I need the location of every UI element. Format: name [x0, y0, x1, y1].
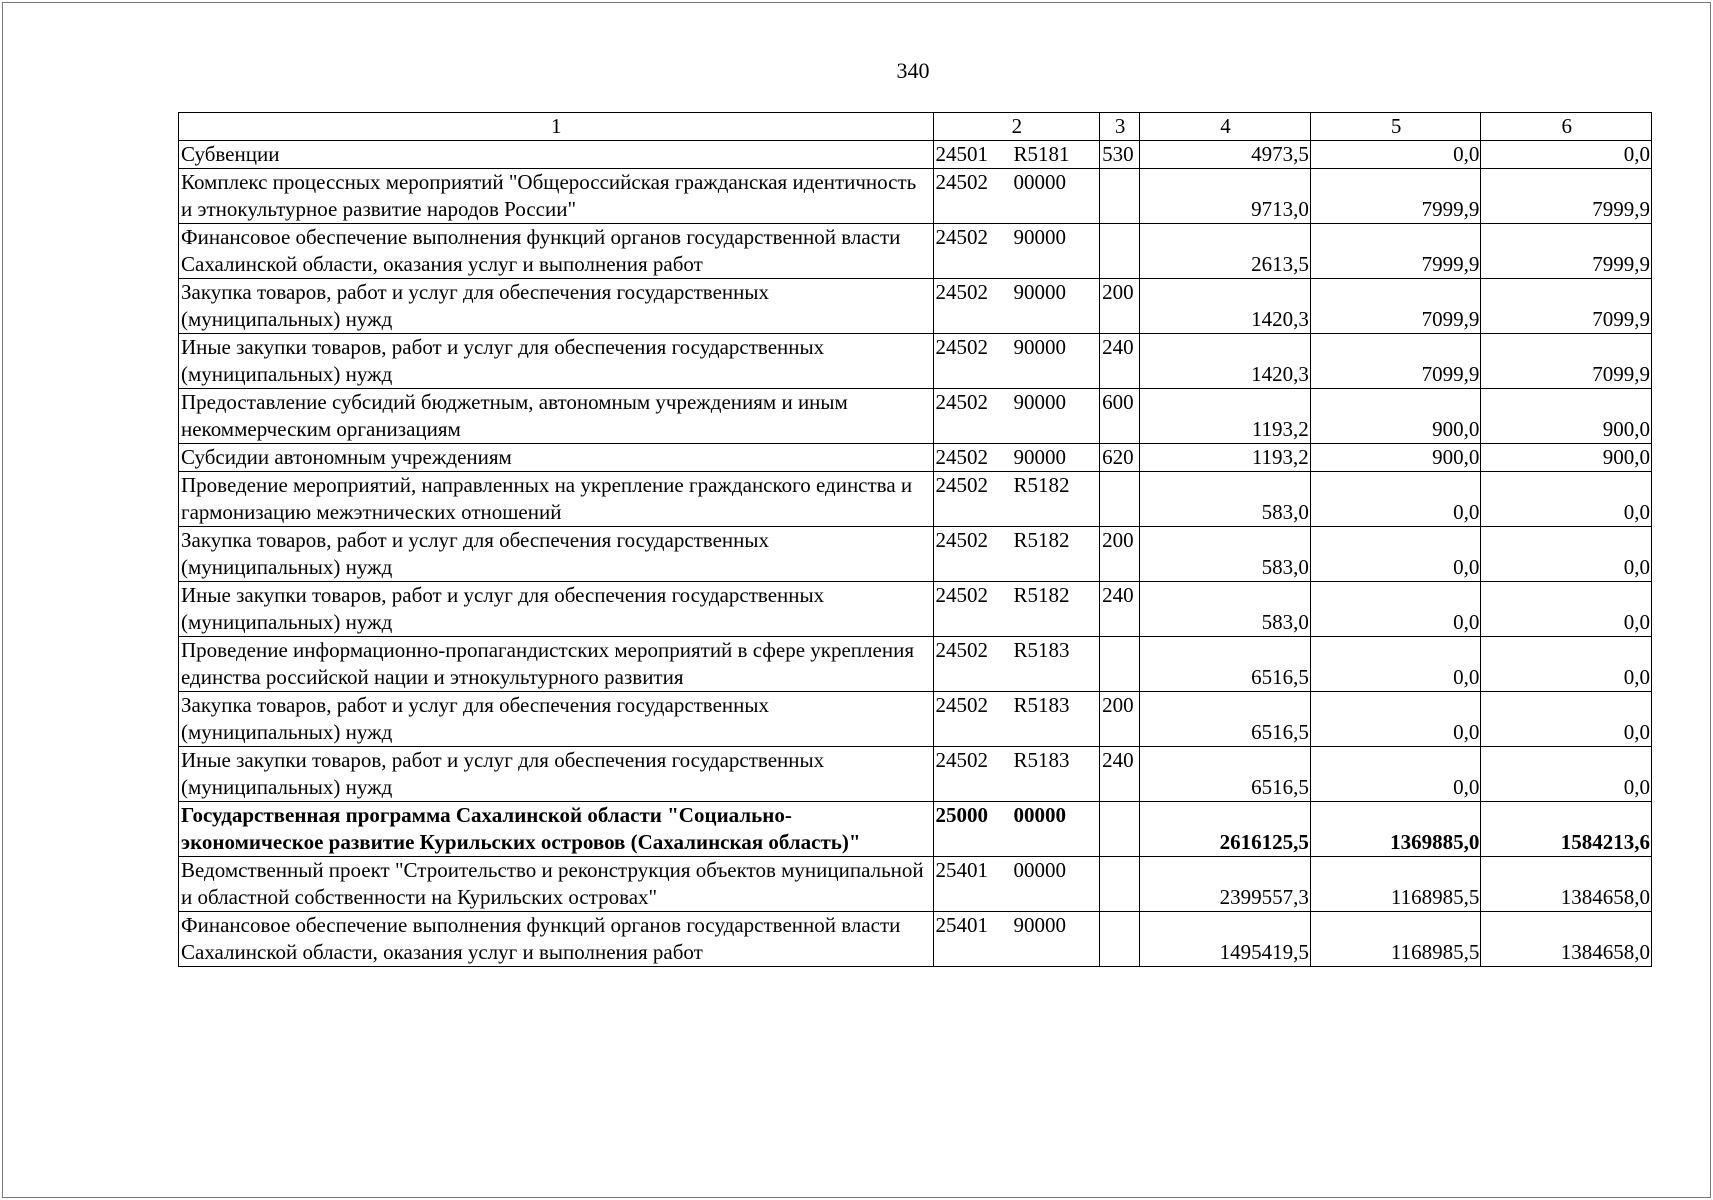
row-expense-type: [1100, 912, 1140, 967]
row-value-col4: 583,0: [1140, 472, 1311, 527]
row-expense-type: [1100, 802, 1140, 857]
row-value-col5: 7099,9: [1310, 279, 1481, 334]
code-direction: 00000: [1013, 803, 1067, 827]
row-value-col6: 7099,9: [1481, 334, 1652, 389]
code-section: 24502: [935, 528, 989, 552]
row-value-col5: 0,0: [1310, 527, 1481, 582]
row-value-col4: 1420,3: [1140, 279, 1311, 334]
code-section: 24502: [935, 170, 989, 194]
row-code: [933, 582, 1100, 637]
table-row: [179, 912, 1652, 967]
row-value-col5: 0,0: [1310, 637, 1481, 692]
row-value-col4: 1420,3: [1140, 334, 1311, 389]
row-code: [933, 857, 1100, 912]
code-section: 24501: [935, 142, 989, 166]
row-value-col4: 1495419,5: [1140, 912, 1311, 967]
code-section: 24502: [935, 748, 989, 772]
row-expense-type: [1100, 472, 1140, 527]
row-expense-type: 240: [1100, 747, 1140, 802]
row-name: Закупка товаров, работ и услуг для обеспечения государственных (муниципальных) нужд: [179, 279, 934, 334]
code-direction: 00000: [1013, 858, 1067, 882]
row-expense-type: 530: [1100, 141, 1140, 169]
row-expense-type: [1100, 224, 1140, 279]
row-code: [933, 472, 1100, 527]
row-expense-type: 600: [1100, 389, 1140, 444]
row-value-col5: 0,0: [1310, 692, 1481, 747]
row-value-col5: 900,0: [1310, 389, 1481, 444]
row-name: Комплекс процессных мероприятий "Общероссийская гражданская идентичность и этнокультурное развитие народов России": [179, 169, 934, 224]
row-code: [933, 141, 1100, 169]
row-name: Иные закупки товаров, работ и услуг для обеспечения государственных (муниципальных) нужд: [179, 582, 934, 637]
code-direction: 90000: [1013, 280, 1067, 304]
row-name: Финансовое обеспечение выполнения функций органов государственной власти Сахалинской области, оказания услуг и выполнения работ: [179, 224, 934, 279]
table-row: [179, 857, 1652, 912]
row-value-col4: 1193,2: [1140, 444, 1311, 472]
row-value-col6: 0,0: [1481, 692, 1652, 747]
row-expense-type: [1100, 169, 1140, 224]
row-value-col4: 583,0: [1140, 582, 1311, 637]
table-row: [179, 389, 1652, 444]
row-value-col4: 6516,5: [1140, 747, 1311, 802]
row-value-col6: 0,0: [1481, 141, 1652, 169]
code-section: 25401: [935, 913, 989, 937]
row-value-col5: 7999,9: [1310, 169, 1481, 224]
row-value-col6: 1584213,6: [1481, 802, 1652, 857]
table-row: [179, 802, 1652, 857]
row-expense-type: 240: [1100, 582, 1140, 637]
row-value-col6: 1384658,0: [1481, 912, 1652, 967]
code-section: 24502: [935, 693, 989, 717]
table-header-row: [179, 113, 1652, 141]
row-code: [933, 389, 1100, 444]
code-direction: 90000: [1013, 913, 1067, 937]
row-name: Ведомственный проект "Строительство и реконструкция объектов муниципальной и областной собственности на Курильских островах": [179, 857, 934, 912]
row-value-col6: 0,0: [1481, 747, 1652, 802]
row-value-col6: 7999,9: [1481, 224, 1652, 279]
header-col-4: 4: [1140, 113, 1311, 141]
row-name: Предоставление субсидий бюджетным, автономным учреждениям и иным некоммерческим организациям: [179, 389, 934, 444]
row-value-col4: 2613,5: [1140, 224, 1311, 279]
row-name: Закупка товаров, работ и услуг для обеспечения государственных (муниципальных) нужд: [179, 692, 934, 747]
row-value-col6: 900,0: [1481, 444, 1652, 472]
row-value-col4: 2399557,3: [1140, 857, 1311, 912]
code-section: 24502: [935, 583, 989, 607]
row-name: Проведение информационно-пропагандистских мероприятий в сфере укрепления единства российской нации и этнокультурного развития: [179, 637, 934, 692]
row-code: [933, 169, 1100, 224]
header-col-6: 6: [1481, 113, 1652, 141]
code-direction: 90000: [1013, 335, 1067, 359]
row-expense-type: 240: [1100, 334, 1140, 389]
budget-table: [178, 112, 1652, 967]
row-code: [933, 527, 1100, 582]
table-row: [179, 582, 1652, 637]
row-value-col5: 0,0: [1310, 747, 1481, 802]
row-code: [933, 279, 1100, 334]
row-value-col4: 583,0: [1140, 527, 1311, 582]
row-code: [933, 802, 1100, 857]
header-col-3: 3: [1100, 113, 1140, 141]
code-section: 24502: [935, 473, 989, 497]
table-body: [179, 141, 1652, 967]
row-value-col4: 6516,5: [1140, 692, 1311, 747]
code-section: 24502: [935, 335, 989, 359]
row-code: [933, 224, 1100, 279]
table-row: [179, 224, 1652, 279]
code-direction: R5182: [1013, 583, 1070, 607]
row-value-col4: 4973,5: [1140, 141, 1311, 169]
code-section: 25401: [935, 858, 989, 882]
row-value-col5: 0,0: [1310, 141, 1481, 169]
header-col-5: 5: [1310, 113, 1481, 141]
table-row: [179, 141, 1652, 169]
table-row: [179, 692, 1652, 747]
row-expense-type: [1100, 637, 1140, 692]
code-direction: 00000: [1013, 170, 1067, 194]
row-value-col4: 2616125,5: [1140, 802, 1311, 857]
header-col-2: 2: [933, 113, 1100, 141]
code-direction: R5183: [1013, 638, 1070, 662]
table-row: [179, 527, 1652, 582]
table-row: [179, 637, 1652, 692]
table-row: [179, 334, 1652, 389]
code-section: 24502: [935, 390, 989, 414]
row-value-col6: 0,0: [1481, 582, 1652, 637]
row-code: [933, 444, 1100, 472]
row-value-col6: 7999,9: [1481, 169, 1652, 224]
row-value-col6: 0,0: [1481, 637, 1652, 692]
row-value-col5: 0,0: [1310, 582, 1481, 637]
row-expense-type: 200: [1100, 692, 1140, 747]
table-row: [179, 279, 1652, 334]
row-value-col5: 7999,9: [1310, 224, 1481, 279]
row-value-col5: 900,0: [1310, 444, 1481, 472]
row-name: Субвенции: [179, 141, 934, 169]
code-direction: 90000: [1013, 225, 1067, 249]
row-code: [933, 912, 1100, 967]
code-direction: R5182: [1013, 528, 1070, 552]
row-value-col5: 1168985,5: [1310, 857, 1481, 912]
page-number: 340: [896, 58, 930, 83]
code-direction: 90000: [1013, 445, 1067, 469]
row-code: [933, 692, 1100, 747]
row-value-col4: 9713,0: [1140, 169, 1311, 224]
row-value-col4: 6516,5: [1140, 637, 1311, 692]
row-name: Государственная программа Сахалинской области "Социально-экономическое развитие Курильских островов (Сахалинская область)": [179, 802, 934, 857]
row-value-col5: 7099,9: [1310, 334, 1481, 389]
table-row: [179, 169, 1652, 224]
table-row: [179, 747, 1652, 802]
row-value-col4: 1193,2: [1140, 389, 1311, 444]
row-value-col6: 1384658,0: [1481, 857, 1652, 912]
table-row: [179, 444, 1652, 472]
row-value-col6: 0,0: [1481, 527, 1652, 582]
code-section: 24502: [935, 225, 989, 249]
row-name: Иные закупки товаров, работ и услуг для обеспечения государственных (муниципальных) нужд: [179, 747, 934, 802]
code-direction: R5183: [1013, 693, 1070, 717]
row-value-col6: 0,0: [1481, 472, 1652, 527]
row-value-col5: 1369885,0: [1310, 802, 1481, 857]
code-direction: R5183: [1013, 748, 1070, 772]
table-row: [179, 472, 1652, 527]
code-direction: R5182: [1013, 473, 1070, 497]
row-name: Субсидии автономным учреждениям: [179, 444, 934, 472]
row-name: Закупка товаров, работ и услуг для обеспечения государственных (муниципальных) нужд: [179, 527, 934, 582]
row-value-col6: 7099,9: [1481, 279, 1652, 334]
row-name: Иные закупки товаров, работ и услуг для обеспечения государственных (муниципальных) нужд: [179, 334, 934, 389]
row-value-col5: 0,0: [1310, 472, 1481, 527]
row-value-col6: 900,0: [1481, 389, 1652, 444]
code-section: 25000: [935, 803, 989, 827]
row-name: Финансовое обеспечение выполнения функций органов государственной власти Сахалинской области, оказания услуг и выполнения работ: [179, 912, 934, 967]
code-section: 24502: [935, 280, 989, 304]
row-name: Проведение мероприятий, направленных на укрепление гражданского единства и гармонизацию межэтнических отношений: [179, 472, 934, 527]
row-value-col5: 1168985,5: [1310, 912, 1481, 967]
code-section: 24502: [935, 638, 989, 662]
code-section: 24502: [935, 445, 989, 469]
row-code: [933, 334, 1100, 389]
code-direction: 90000: [1013, 390, 1067, 414]
row-expense-type: 620: [1100, 444, 1140, 472]
row-code: [933, 637, 1100, 692]
code-direction: R5181: [1013, 142, 1070, 166]
row-code: [933, 747, 1100, 802]
header-col-1: 1: [179, 113, 934, 141]
row-expense-type: 200: [1100, 527, 1140, 582]
row-expense-type: 200: [1100, 279, 1140, 334]
row-expense-type: [1100, 857, 1140, 912]
